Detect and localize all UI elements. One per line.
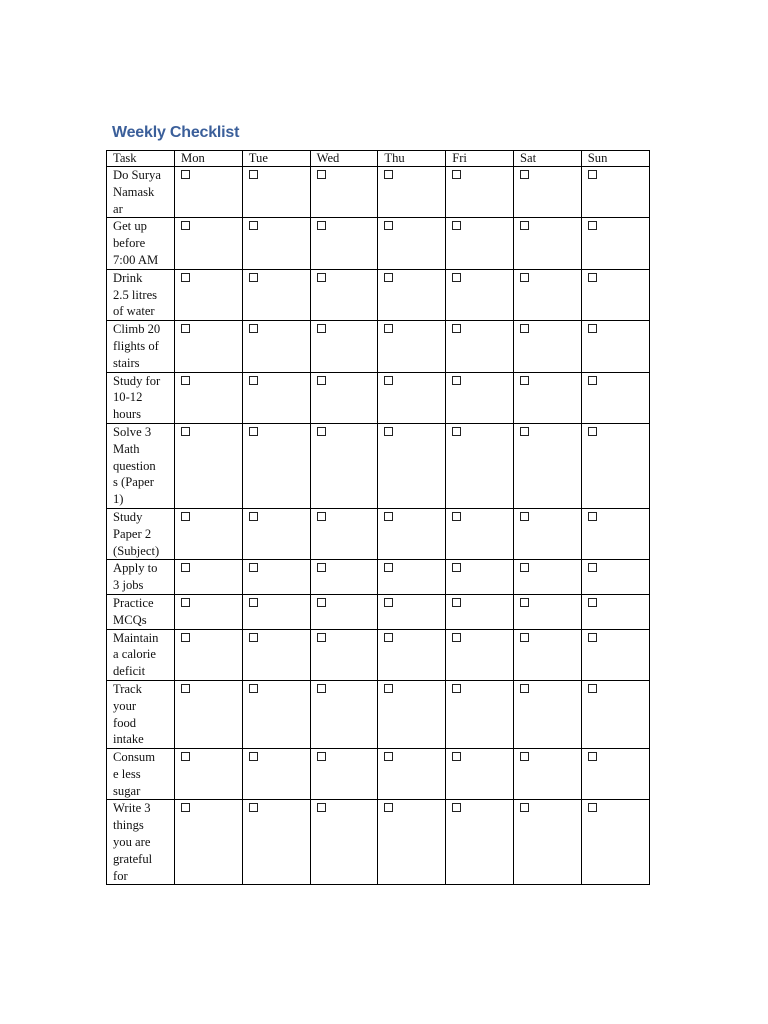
day-cell-thu — [378, 167, 446, 218]
day-cell-sun — [581, 321, 649, 372]
header-wed: Wed — [310, 151, 378, 167]
day-cell-sat — [513, 560, 581, 595]
day-cell-sun — [581, 800, 649, 885]
day-cell-mon — [175, 800, 243, 885]
day-cell-thu — [378, 269, 446, 320]
task-label-line: e less — [113, 766, 141, 781]
task-label-line: Write 3 — [113, 801, 151, 816]
day-cell-tue — [242, 629, 310, 680]
day-cell-fri — [446, 508, 514, 559]
task-label-line: hours — [113, 407, 141, 422]
day-cell-sat — [513, 680, 581, 748]
checkbox-sun[interactable] — [588, 324, 597, 333]
checkbox-wed[interactable] — [317, 598, 326, 607]
table-row — [107, 749, 650, 800]
checkbox-thu[interactable] — [384, 633, 393, 642]
table-row — [107, 629, 650, 680]
day-cell-tue — [242, 560, 310, 595]
task-label-line: a calorie — [113, 647, 156, 662]
task-label-line: 10-12 — [113, 390, 143, 405]
day-cell-sat — [513, 594, 581, 629]
checkbox-thu[interactable] — [384, 512, 393, 521]
day-cell-tue — [242, 508, 310, 559]
checkbox-sun[interactable] — [588, 803, 597, 812]
day-cell-mon — [175, 423, 243, 508]
day-cell-sat — [513, 800, 581, 885]
checkbox-sun[interactable] — [588, 427, 597, 436]
checkbox-thu[interactable] — [384, 563, 393, 572]
checkbox-thu[interactable] — [384, 803, 393, 812]
checkbox-sun[interactable] — [588, 598, 597, 607]
day-cell-fri — [446, 629, 514, 680]
task-label-line: question — [113, 458, 156, 473]
checkbox-tue[interactable] — [249, 324, 258, 333]
day-cell-wed — [310, 629, 378, 680]
day-cell-sun — [581, 508, 649, 559]
task-label-line: Study — [113, 509, 143, 524]
header-thu: Thu — [378, 151, 446, 167]
checkbox-sun[interactable] — [588, 633, 597, 642]
checkbox-tue[interactable] — [249, 376, 258, 385]
checkbox-sun[interactable] — [588, 376, 597, 385]
checkbox-mon[interactable] — [181, 324, 190, 333]
task-label-line: stairs — [113, 355, 140, 370]
table-row — [107, 680, 650, 748]
checkbox-mon[interactable] — [181, 273, 190, 282]
task-label-line: s (Paper — [113, 475, 154, 490]
day-cell-mon — [175, 321, 243, 372]
checkbox-sat[interactable] — [520, 427, 529, 436]
page-title: Weekly Checklist — [112, 124, 240, 141]
task-label-line: Study for — [113, 373, 161, 388]
day-cell-mon — [175, 167, 243, 218]
day-cell-sun — [581, 594, 649, 629]
day-cell-mon — [175, 218, 243, 269]
day-cell-sun — [581, 629, 649, 680]
day-cell-sat — [513, 167, 581, 218]
day-cell-fri — [446, 321, 514, 372]
task-label-line: 3 jobs — [113, 578, 144, 593]
task-label-line: flights of — [113, 338, 159, 353]
checkbox-sun[interactable] — [588, 512, 597, 521]
day-cell-fri — [446, 218, 514, 269]
task-label-line: Practice — [113, 595, 154, 610]
checkbox-fri[interactable] — [452, 563, 461, 572]
task-cell — [107, 508, 175, 559]
checkbox-fri[interactable] — [452, 752, 461, 761]
checkbox-wed[interactable] — [317, 752, 326, 761]
day-cell-tue — [242, 218, 310, 269]
checkbox-thu[interactable] — [384, 376, 393, 385]
day-cell-fri — [446, 167, 514, 218]
task-cell — [107, 269, 175, 320]
checkbox-fri[interactable] — [452, 598, 461, 607]
table-row — [107, 560, 650, 595]
checkbox-sat[interactable] — [520, 273, 529, 282]
table-row — [107, 594, 650, 629]
checkbox-mon[interactable] — [181, 684, 190, 693]
task-cell — [107, 629, 175, 680]
task-cell — [107, 680, 175, 748]
day-cell-thu — [378, 800, 446, 885]
day-cell-tue — [242, 269, 310, 320]
day-cell-fri — [446, 269, 514, 320]
day-cell-sat — [513, 629, 581, 680]
day-cell-sun — [581, 680, 649, 748]
checkbox-fri[interactable] — [452, 684, 461, 693]
checkbox-thu[interactable] — [384, 752, 393, 761]
day-cell-tue — [242, 167, 310, 218]
task-label-line: 2.5 litres — [113, 287, 158, 302]
checkbox-sat[interactable] — [520, 633, 529, 642]
checkbox-sat[interactable] — [520, 512, 529, 521]
task-label-line: Apply to — [113, 561, 158, 576]
table-row — [107, 321, 650, 372]
day-cell-tue — [242, 680, 310, 748]
day-cell-wed — [310, 269, 378, 320]
day-cell-sat — [513, 749, 581, 800]
checkbox-wed[interactable] — [317, 324, 326, 333]
day-cell-wed — [310, 594, 378, 629]
checkbox-sat[interactable] — [520, 324, 529, 333]
task-label-line: 7:00 AM — [113, 252, 159, 267]
checkbox-wed[interactable] — [317, 170, 326, 179]
table-row — [107, 218, 650, 269]
checkbox-thu[interactable] — [384, 684, 393, 693]
day-cell-thu — [378, 321, 446, 372]
task-label-line: sugar — [113, 783, 141, 798]
checkbox-thu[interactable] — [384, 324, 393, 333]
task-cell — [107, 594, 175, 629]
checkbox-wed[interactable] — [317, 512, 326, 521]
header-sat: Sat — [513, 151, 581, 167]
task-label-line: Namask — [113, 184, 155, 199]
day-cell-tue — [242, 594, 310, 629]
task-label-line: ar — [113, 201, 123, 216]
checkbox-thu[interactable] — [384, 221, 393, 230]
checkbox-fri[interactable] — [452, 633, 461, 642]
day-cell-wed — [310, 423, 378, 508]
checkbox-tue[interactable] — [249, 803, 258, 812]
day-cell-thu — [378, 594, 446, 629]
checkbox-tue[interactable] — [249, 221, 258, 230]
checkbox-thu[interactable] — [384, 598, 393, 607]
day-cell-wed — [310, 167, 378, 218]
checkbox-wed[interactable] — [317, 221, 326, 230]
day-cell-sun — [581, 372, 649, 423]
checkbox-sat[interactable] — [520, 684, 529, 693]
day-cell-wed — [310, 800, 378, 885]
checkbox-wed[interactable] — [317, 803, 326, 812]
day-cell-tue — [242, 423, 310, 508]
day-cell-sat — [513, 321, 581, 372]
day-cell-mon — [175, 508, 243, 559]
task-label-line: food — [113, 715, 137, 730]
checkbox-sat[interactable] — [520, 221, 529, 230]
task-cell — [107, 560, 175, 595]
checkbox-mon[interactable] — [181, 376, 190, 385]
checkbox-mon[interactable] — [181, 633, 190, 642]
table-row — [107, 269, 650, 320]
checkbox-fri[interactable] — [452, 376, 461, 385]
day-cell-thu — [378, 372, 446, 423]
checkbox-sun[interactable] — [588, 221, 597, 230]
checkbox-sat[interactable] — [520, 563, 529, 572]
checkbox-wed[interactable] — [317, 273, 326, 282]
task-label-line: you are — [113, 835, 151, 850]
weekly-checklist-table — [106, 150, 650, 885]
day-cell-sat — [513, 218, 581, 269]
checkbox-fri[interactable] — [452, 803, 461, 812]
checkbox-wed[interactable] — [317, 684, 326, 693]
task-cell — [107, 372, 175, 423]
checkbox-sun[interactable] — [588, 684, 597, 693]
day-cell-fri — [446, 749, 514, 800]
checkbox-mon[interactable] — [181, 221, 190, 230]
task-label-line: Climb 20 — [113, 322, 161, 337]
day-cell-mon — [175, 594, 243, 629]
task-label-line: Solve 3 — [113, 424, 152, 439]
task-label-line: your — [113, 698, 137, 713]
checkbox-fri[interactable] — [452, 170, 461, 179]
header-sun: Sun — [581, 151, 649, 167]
header-task: Task — [107, 151, 175, 167]
checklist-body — [107, 167, 650, 885]
task-cell — [107, 749, 175, 800]
checkbox-thu[interactable] — [384, 273, 393, 282]
day-cell-sun — [581, 218, 649, 269]
checkbox-tue[interactable] — [249, 563, 258, 572]
checkbox-sat[interactable] — [520, 803, 529, 812]
table-row — [107, 372, 650, 423]
day-cell-mon — [175, 680, 243, 748]
table-row — [107, 800, 650, 885]
checkbox-thu[interactable] — [384, 170, 393, 179]
checkbox-fri[interactable] — [452, 221, 461, 230]
day-cell-thu — [378, 423, 446, 508]
task-label-line: of water — [113, 304, 155, 319]
day-cell-sun — [581, 167, 649, 218]
day-cell-tue — [242, 749, 310, 800]
task-label-line: Math — [113, 441, 140, 456]
header-tue: Tue — [242, 151, 310, 167]
day-cell-mon — [175, 372, 243, 423]
header-row — [107, 151, 650, 167]
checkbox-tue[interactable] — [249, 684, 258, 693]
day-cell-sat — [513, 423, 581, 508]
checkbox-tue[interactable] — [249, 170, 258, 179]
day-cell-thu — [378, 508, 446, 559]
task-label-line: Track — [113, 681, 142, 696]
task-cell — [107, 218, 175, 269]
task-label-line: for — [113, 868, 128, 883]
checkbox-mon[interactable] — [181, 170, 190, 179]
task-cell — [107, 321, 175, 372]
task-label-line: grateful — [113, 851, 153, 866]
task-label-line: Maintain — [113, 630, 159, 645]
day-cell-wed — [310, 749, 378, 800]
task-label-line: 1) — [113, 492, 124, 507]
checkbox-thu[interactable] — [384, 427, 393, 436]
day-cell-thu — [378, 680, 446, 748]
checkbox-wed[interactable] — [317, 427, 326, 436]
checkbox-sun[interactable] — [588, 273, 597, 282]
checkbox-wed[interactable] — [317, 563, 326, 572]
day-cell-wed — [310, 218, 378, 269]
checkbox-sun[interactable] — [588, 170, 597, 179]
task-label-line: deficit — [113, 664, 146, 679]
day-cell-sat — [513, 508, 581, 559]
day-cell-fri — [446, 560, 514, 595]
task-cell — [107, 800, 175, 885]
task-cell — [107, 423, 175, 508]
task-cell — [107, 167, 175, 218]
day-cell-wed — [310, 508, 378, 559]
day-cell-sun — [581, 749, 649, 800]
checkbox-wed[interactable] — [317, 376, 326, 385]
day-cell-fri — [446, 594, 514, 629]
day-cell-tue — [242, 372, 310, 423]
day-cell-wed — [310, 321, 378, 372]
header-mon: Mon — [175, 151, 243, 167]
checkbox-sat[interactable] — [520, 376, 529, 385]
task-label-line: MCQs — [113, 612, 147, 627]
task-label-line: things — [113, 818, 144, 833]
table-row — [107, 167, 650, 218]
day-cell-fri — [446, 423, 514, 508]
day-cell-sat — [513, 372, 581, 423]
day-cell-thu — [378, 218, 446, 269]
checkbox-tue[interactable] — [249, 273, 258, 282]
checkbox-sat[interactable] — [520, 170, 529, 179]
checkbox-sat[interactable] — [520, 598, 529, 607]
task-label-line: Drink — [113, 270, 143, 285]
checkbox-tue[interactable] — [249, 427, 258, 436]
day-cell-fri — [446, 800, 514, 885]
day-cell-mon — [175, 629, 243, 680]
task-label-line: Get up — [113, 219, 147, 234]
checkbox-tue[interactable] — [249, 752, 258, 761]
day-cell-sun — [581, 269, 649, 320]
table-row — [107, 508, 650, 559]
day-cell-sun — [581, 560, 649, 595]
checkbox-tue[interactable] — [249, 512, 258, 521]
checkbox-wed[interactable] — [317, 633, 326, 642]
day-cell-wed — [310, 560, 378, 595]
checkbox-fri[interactable] — [452, 427, 461, 436]
checkbox-sun[interactable] — [588, 752, 597, 761]
day-cell-thu — [378, 749, 446, 800]
day-cell-sat — [513, 269, 581, 320]
checkbox-mon[interactable] — [181, 803, 190, 812]
day-cell-sun — [581, 423, 649, 508]
day-cell-mon — [175, 560, 243, 595]
checkbox-mon[interactable] — [181, 563, 190, 572]
task-label-line: (Subject) — [113, 543, 160, 558]
checkbox-mon[interactable] — [181, 512, 190, 521]
task-label-line: Consum — [113, 750, 155, 765]
checkbox-mon[interactable] — [181, 427, 190, 436]
checkbox-fri[interactable] — [452, 512, 461, 521]
checkbox-fri[interactable] — [452, 273, 461, 282]
day-cell-thu — [378, 629, 446, 680]
checkbox-fri[interactable] — [452, 324, 461, 333]
checkbox-mon[interactable] — [181, 752, 190, 761]
day-cell-wed — [310, 372, 378, 423]
task-label-line: Do Surya — [113, 168, 161, 182]
day-cell-fri — [446, 372, 514, 423]
table-row — [107, 423, 650, 508]
day-cell-tue — [242, 321, 310, 372]
task-label-line: intake — [113, 732, 144, 747]
day-cell-mon — [175, 269, 243, 320]
checkbox-sat[interactable] — [520, 752, 529, 761]
checkbox-tue[interactable] — [249, 598, 258, 607]
day-cell-wed — [310, 680, 378, 748]
day-cell-tue — [242, 800, 310, 885]
checkbox-mon[interactable] — [181, 598, 190, 607]
task-label-line: before — [113, 236, 146, 251]
day-cell-thu — [378, 560, 446, 595]
checkbox-tue[interactable] — [249, 633, 258, 642]
day-cell-fri — [446, 680, 514, 748]
day-cell-mon — [175, 749, 243, 800]
header-fri: Fri — [446, 151, 514, 167]
checkbox-sun[interactable] — [588, 563, 597, 572]
task-label-line: Paper 2 — [113, 526, 152, 541]
